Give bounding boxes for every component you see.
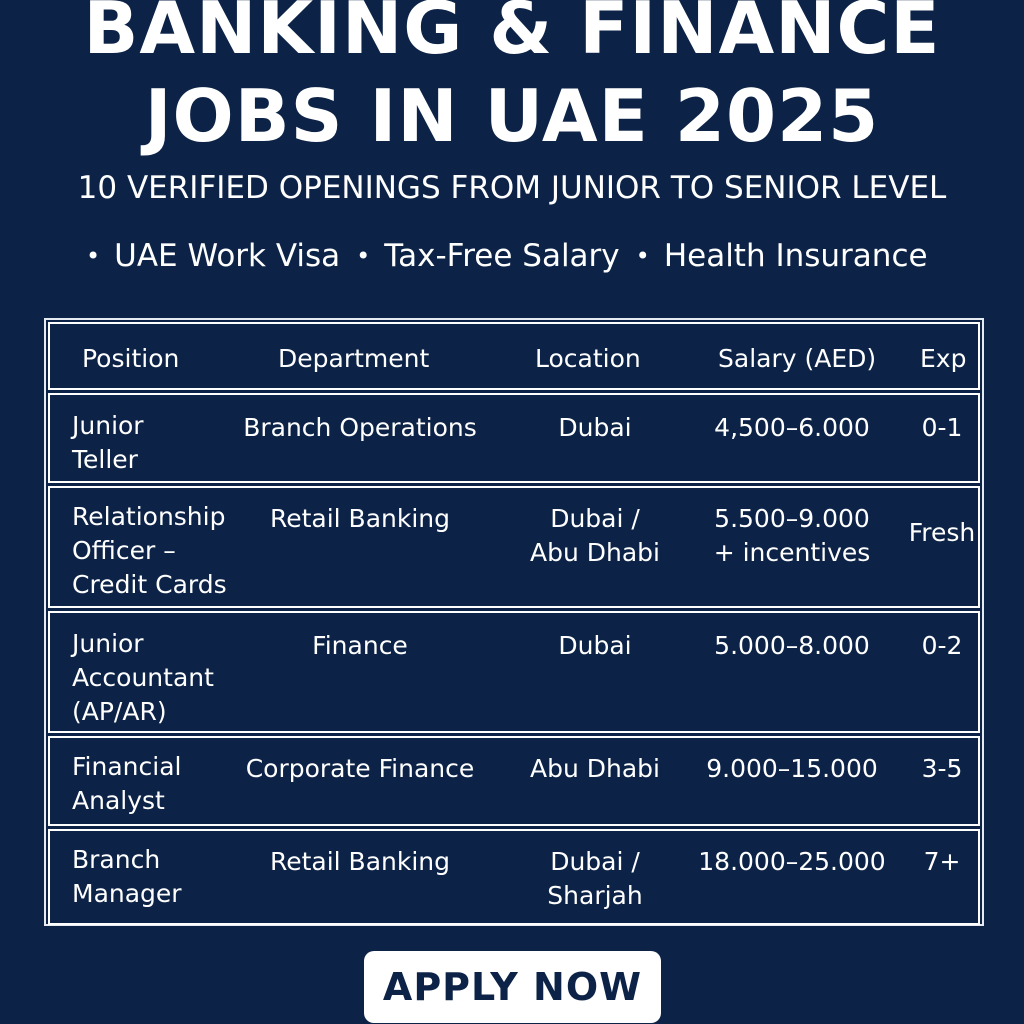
benefit-label: Tax-Free Salary [384,238,620,274]
cell-salary: 18.000–25.000 [698,847,886,876]
cell-location: Dubai [558,631,632,660]
headline-line-2: JOBS IN UAE 2025 [144,74,880,158]
apply-now-button[interactable]: APPLY NOW [364,951,661,1023]
cell-department: Corporate Finance [245,754,475,783]
header-salary: Salary (AED) [718,344,877,373]
cell-position: Financial Analyst [72,752,182,815]
table-row [48,486,980,608]
cell-department: Branch Operations [243,413,477,442]
header-location: Location [535,344,641,373]
cell-salary: 9.000–15.000 [706,754,878,783]
bullet-icon: • [635,242,650,270]
benefit-label: Health Insurance [663,238,928,274]
jobs-table [44,318,984,926]
header-exp: Exp [920,344,967,373]
cell-position: Branch Manager [72,845,182,908]
cell-department: Retail Banking [269,504,451,533]
benefit-item [86,238,340,274]
cell-department: Retail Banking [269,847,451,876]
cell-salary: 4,500–6.000 [714,413,870,442]
cell-exp: 0-1 [921,413,963,442]
cell-salary: 5.000–8.000 [714,631,870,660]
cell-department: Finance [312,631,408,660]
cell-location: Dubai [558,413,632,442]
cell-exp: 7+ [923,847,961,876]
cell-exp: Fresh [908,518,976,547]
subtitle: 10 VERIFIED OPENINGS FROM JUNIOR TO SENIOR LEVEL [77,170,947,206]
header-position: Position [82,344,180,373]
table-row [48,393,980,483]
benefit-label: UAE Work Visa [114,238,341,274]
cell-position: Junior Accountant (AP/AR) [72,629,214,726]
cell-position: Junior Teller [72,411,144,474]
cell-location: Dubai / Abu Dhabi [530,504,660,567]
headline-line-1: BANKING & FINANCE [83,0,941,70]
table-header-row [48,322,980,390]
benefit-item [636,238,928,274]
bullet-icon: • [356,242,371,270]
bullet-icon: • [86,242,101,270]
cell-exp: 0-2 [921,631,963,660]
benefits-list [86,234,928,278]
table-row [48,736,980,826]
cell-position: Relationship Officer – Credit Cards [72,502,227,599]
cell-location: Abu Dhabi [530,754,660,783]
header-department: Department [278,344,430,373]
cell-exp: 3-5 [921,754,963,783]
table-row [48,829,980,925]
benefit-item [356,238,620,274]
cell-salary: 5.500–9.000 + incentives [713,504,871,567]
table-row [48,611,980,733]
cell-location: Dubai / Sharjah [547,847,643,910]
